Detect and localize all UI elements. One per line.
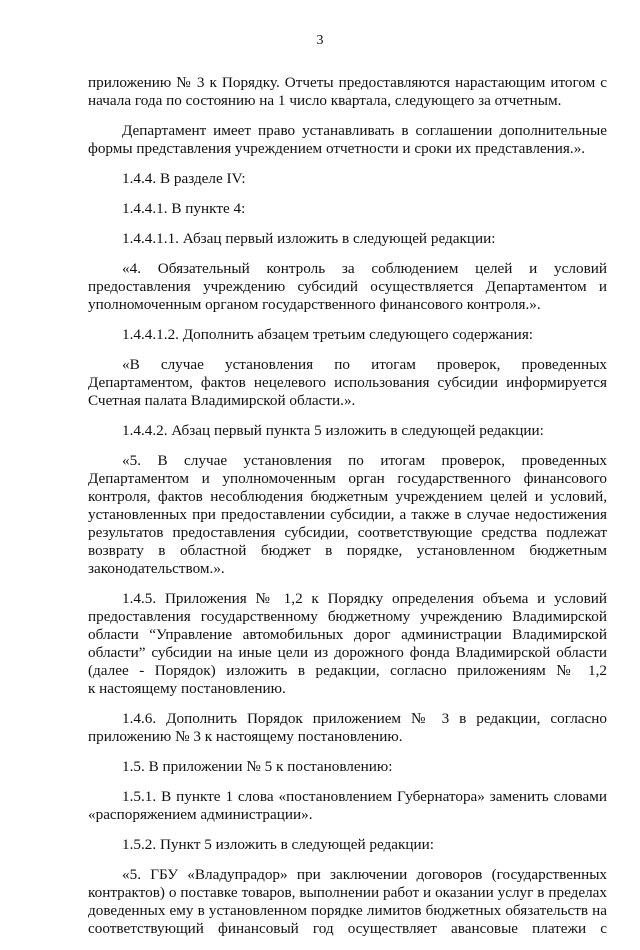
- paragraph-p03: [88, 170, 607, 188]
- paragraph-p15: [88, 836, 607, 854]
- document-body: [88, 74, 607, 950]
- paragraph-p01: [88, 74, 607, 110]
- text-line: 1.4.4.1.1. Абзац первый изложить в следующей редакции:: [122, 230, 496, 247]
- paragraph-p07: [88, 326, 607, 344]
- text-line: законодательством.».: [88, 560, 225, 577]
- text-line: «4. Обязательный контроль за соблюдением целей и условий: [122, 260, 607, 277]
- text-line: 1.5.1. В пункте 1 слова «постановлением Губернатора» заменить словами: [122, 788, 607, 805]
- text-line: «5. В случае установления по итогам проверок, проведенных: [122, 452, 607, 469]
- paragraph-p12: [88, 710, 607, 746]
- paragraph-p02: [88, 122, 607, 158]
- text-line: (далее - Порядок) изложить в редакции, согласно приложениям № 1,2: [88, 662, 607, 679]
- paragraph-p06: [88, 260, 607, 314]
- text-line: Департаментом и уполномоченным орган государственного финансового: [88, 470, 607, 487]
- text-line: 1.4.4. В разделе IV:: [122, 170, 246, 187]
- paragraph-p05: [88, 230, 607, 248]
- text-line: 1.4.4.1.2. Дополнить абзацем третьим следующего содержания:: [122, 326, 534, 343]
- text-line: приложению № 3 к Порядку. Отчеты предоставляются нарастающим итогом с: [88, 74, 607, 91]
- text-line: 1.4.4.1. В пункте 4:: [122, 200, 246, 217]
- paragraph-p11: [88, 590, 607, 698]
- text-line: 1.4.6. Дополнить Порядок приложением № 3 в редакции, согласно: [122, 710, 607, 727]
- text-line: начала года по состоянию на 1 число квартала, следующего за отчетным.: [88, 92, 562, 109]
- text-line: 1.4.5. Приложения № 1,2 к Порядку определения объема и условий: [122, 590, 607, 607]
- paragraph-p09: [88, 422, 607, 440]
- paragraph-p08: [88, 356, 607, 410]
- text-line: «распоряжением администрации».: [88, 806, 313, 823]
- text-line: возврату в областной бюджет в порядке, установленном бюджетным: [88, 542, 607, 559]
- text-line: области “Управление автомобильных дорог администрации Владимирской: [88, 626, 607, 643]
- text-line: приложению № 3 к настоящему постановлению.: [88, 728, 403, 745]
- text-line: «В случае установления по итогам проверок, проведенных: [122, 356, 607, 373]
- text-line: «5. ГБУ «Владупрадор» при заключении договоров (государственных: [122, 866, 607, 883]
- text-line: Департамент имеет право устанавливать в соглашении дополнительные: [122, 122, 607, 139]
- text-line: Департаментом, фактов нецелевого использования субсидии информируется: [88, 374, 607, 391]
- paragraph-p16: [88, 866, 607, 938]
- text-line: предоставления учреждению субсидий осуществляется Департаментом и: [88, 278, 607, 295]
- text-line: соответствующий финансовый год осуществляет авансовые платежи с: [88, 920, 607, 937]
- text-line: контроля, фактов несоблюдения бюджетным учреждением целей и условий,: [88, 488, 607, 505]
- text-line: доведенных ему в установленном порядке лимитов бюджетных обязательств на: [88, 902, 607, 919]
- paragraph-p10: [88, 452, 607, 578]
- page-number: 3: [316, 33, 324, 48]
- text-line: уполномоченным органом государственного финансового контроля.».: [88, 296, 541, 313]
- paragraph-p13: [88, 758, 607, 776]
- text-line: результатов предоставления субсидии, соответствующие средства подлежат: [88, 524, 607, 541]
- text-line: области” субсидии на иные цели из дорожного фонда Владимирской области: [88, 644, 607, 661]
- text-line: 1.5. В приложении № 5 к постановлению:: [122, 758, 393, 775]
- text-line: к настоящему постановлению.: [88, 680, 286, 697]
- text-line: 1.4.4.2. Абзац первый пункта 5 изложить в следующей редакции:: [122, 422, 544, 439]
- text-line: Счетная палата Владимирской области.».: [88, 392, 356, 409]
- text-line: формы представления учреждением отчетности и сроки их представления.».: [88, 140, 586, 157]
- text-line: 1.5.2. Пункт 5 изложить в следующей редакции:: [122, 836, 435, 853]
- text-line: установленных при предоставлении субсидии, а также в случае недостижения: [88, 506, 607, 523]
- paragraph-p04: [88, 200, 607, 218]
- paragraph-p14: [88, 788, 607, 824]
- text-line: контрактов) о поставке товаров, выполнении работ и оказании услуг в пределах: [88, 884, 607, 901]
- text-line: предоставления государственному бюджетному учреждению Владимирской: [88, 608, 607, 625]
